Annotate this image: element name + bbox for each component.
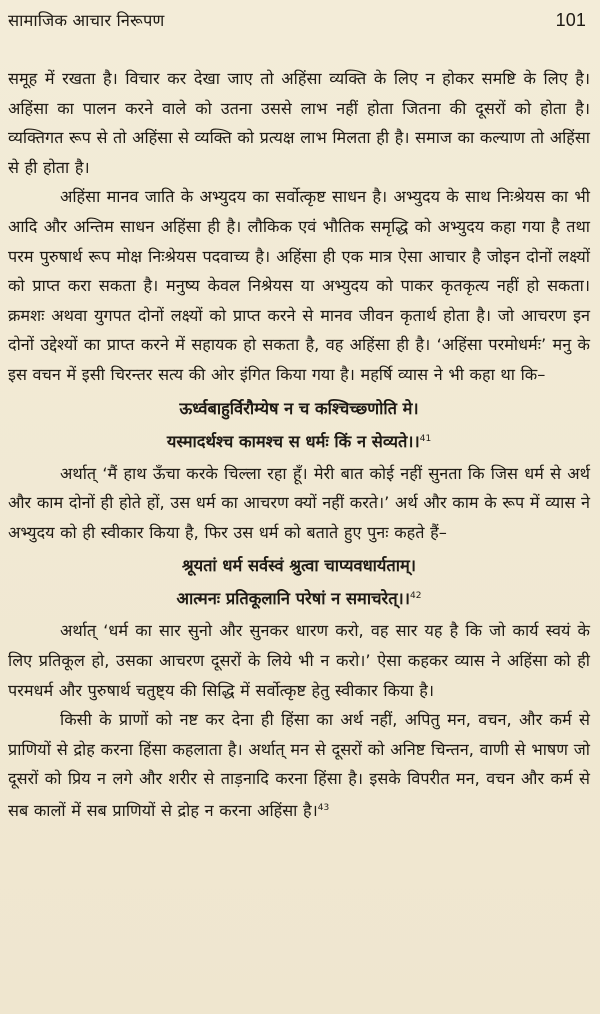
- verse-quote-1: [8, 394, 590, 457]
- body-text: [8, 64, 590, 825]
- paragraph-5-text: किसी के प्राणों को नष्ट कर देना ही हिंसा का अर्थ नहीं, अपितु मन, वचन, और कर्म से प्राणियों से द्रोह करना हिंसा कहलाता है। अर्थात् मन से दूसरों को अनिष्ट चिन्तन, वाणी से भाषण जो दूसरों को प्रिय न लगे और शरीर से ताड़नादि करना हिंसा है। इसके विपरीत मन, वचन और कर्म से सब कालों में सब प्राणियों से द्रोह न करना अहिंसा है।: [8, 710, 590, 820]
- paragraph-3: अर्थात् ‘मैं हाथ ऊँचा करके चिल्ला रहा हूँ। मेरी बात कोई नहीं सुनता कि जिस धर्म से अर्थ और काम दोनों ही होते हों, उस धर्म का आचरण क्यों नहीं करते।’ अर्थ और काम के रूप में व्यास ने अभ्युदय को ही स्वीकार किया है, फिर उस धर्म को बताते हुए पुनः कहते हैं–: [8, 463, 590, 542]
- paragraph-5: [8, 705, 590, 825]
- footnote-ref-41: 41: [419, 433, 432, 444]
- footnote-ref-42: 42: [409, 591, 422, 602]
- verse-1-line-2: [8, 424, 590, 457]
- running-header: [8, 8, 590, 44]
- verse-2-line-1: श्रूयतां धर्म सर्वस्वं श्रुत्वा चाप्यवधार्यताम्।: [181, 556, 417, 576]
- page-number: 101: [555, 10, 586, 30]
- verse-2-line-2-text: आत्मनः प्रतिकूलानि परेषां न समाचरेत्।।: [176, 589, 410, 609]
- paragraph-4: अर्थात् ‘धर्म का सार सुनो और सुनकर धारण करो, वह सार यह है कि जो कार्य स्वयं के लिए प्रतिकूल हो, उसका आचरण दूसरों के लिये भी न करो।’ ऐसा कहकर व्यास ने अहिंसा को ही परमधर्म और पुरुषार्थ चतुष्ट्य की सिद्धि में सर्वोत्कृष्ट हेतु स्वीकार किया है।: [8, 621, 590, 700]
- verse-1-line-1: ऊर्ध्वबाहुर्विरौम्येष न च कश्चिच्छ्णोति मे।: [179, 398, 419, 418]
- paragraph-2: अहिंसा मानव जाति के अभ्युदय का सर्वोत्कृष्ट साधन है। अभ्युदय के साथ निःश्रेयस का भी आदि और अन्तिम साधन अहिंसा ही है। लौकिक एवं भौतिक समृद्धि को अभ्युदय कहा गया है तथा परम पुरुषार्थ रूप मोक्ष निःश्रेयस पदवाच्य है। अहिंसा ही एक मात्र ऐसा आचार है जोइन दोनों लक्ष्यों को प्राप्त करा सकता है। मनुष्य केवल निश्रेयस या अभ्युदय को पाकर कृतकृत्य नहीं हो सकता। क्रमशः अथवा युगपत दोनों लक्ष्यों को प्राप्त करने से मानव जीवन कृतार्थ होता है। जो आचरण इन दोनों उद्देश्यों का प्राप्त करने में सहायक हो सकता है, वह अहिंसा ही है। ‘अहिंसा परमोधर्मः’ मनु के इस वचन में इसी चिरन्तर सत्य की ओर इंगित किया गया है। महर्षि व्यास ने भी कहा था कि–: [8, 187, 590, 384]
- verse-2-line-2: [8, 581, 590, 614]
- footnote-ref-43: 43: [317, 802, 330, 813]
- verse-quote-2: [8, 551, 590, 614]
- running-title: सामाजिक आचार निरूपण: [8, 11, 165, 30]
- paragraph-1: समूह में रखता है। विचार कर देखा जाए तो अहिंसा व्यक्ति के लिए न होकर समष्टि के लिए है। अहिंसा का पालन करने वाले को उतना उससे लाभ नहीं होता जितना की दूसरों को होता है। व्यक्तिगत रूप से तो अहिंसा से व्यक्ति को प्रत्यक्ष लाभ मिलता ही है। समाज का कल्याण तो अहिंसा से ही होता है।: [8, 69, 590, 177]
- verse-1-line-2-text: यस्मादर्थश्च कामश्च स धर्मः किं न सेव्यते।।: [166, 431, 420, 451]
